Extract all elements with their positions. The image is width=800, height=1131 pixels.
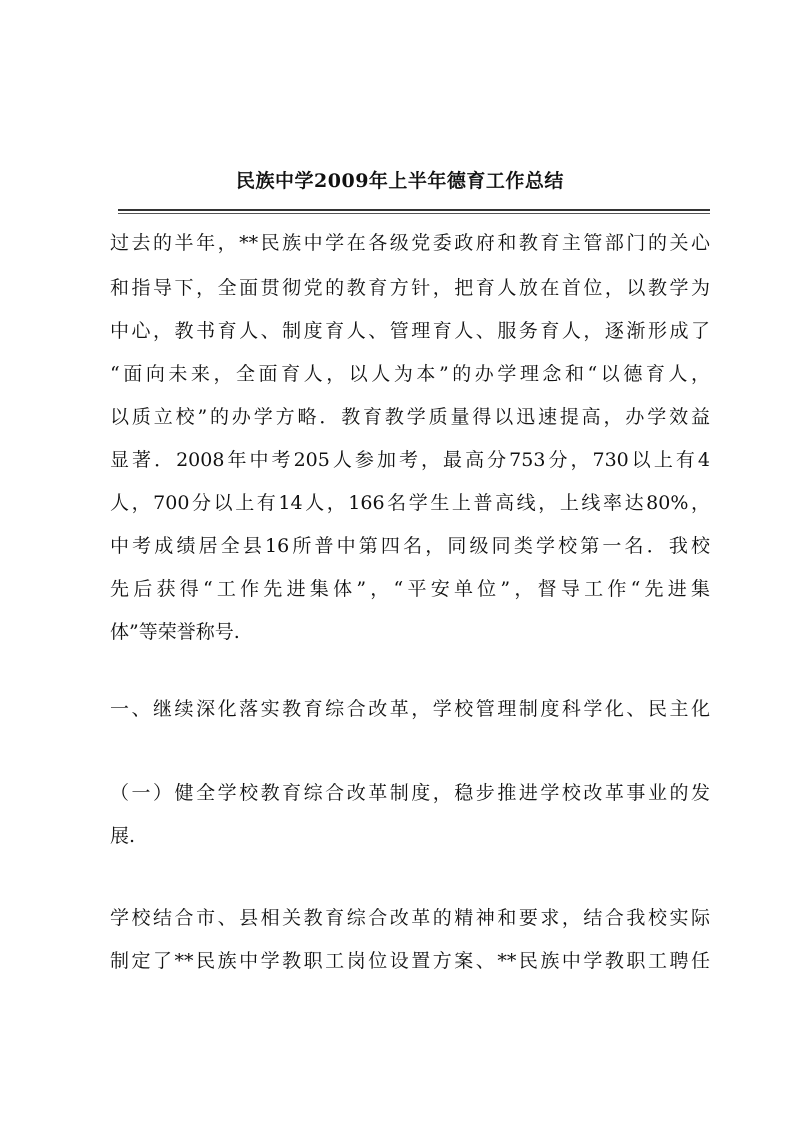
paragraph-line: 中心，教书育人、制度育人、管理育人、服务育人，逐渐形成了 (110, 320, 710, 342)
paragraph-line: 中考成绩居全县16所普中第四名，同级同类学校第一名．我校 (110, 535, 710, 557)
subsection-line: 展. (110, 825, 136, 847)
paragraph-line: 人，700分以上有14人，166名学生上普高线，上线率达80%， (110, 492, 710, 514)
paragraph-line: 和指导下，全面贯彻党的教育方针，把育人放在首位，以教学为 (110, 277, 710, 299)
page-title: 民族中学2009年上半年德育工作总结 (236, 170, 564, 192)
section-heading: 一、继续深化落实教育综合改革，学校管理制度科学化、民主化 (110, 698, 710, 720)
paragraph-line: 制定了**民族中学教职工岗位设置方案、**民族中学教职工聘任 (110, 950, 710, 972)
paragraph-line: 先后获得“工作先进集体”，“平安单位”，督导工作“先进集 (110, 578, 710, 600)
title-divider (118, 209, 710, 211)
title-divider-thin (118, 213, 710, 214)
paragraph-line: 显著．2008年中考205人参加考，最高分753分，730以上有4 (110, 449, 710, 471)
paragraph-line: 学校结合市、县相关教育综合改革的精神和要求，结合我校实际 (110, 907, 710, 929)
subsection-line: （一）健全学校教育综合改革制度，稳步推进学校改革事业的发 (110, 782, 710, 804)
paragraph-line: 以质立校”的办学方略．教育教学质量得以迅速提高，办学效益 (110, 406, 710, 428)
paragraph-line: 过去的半年，**民族中学在各级党委政府和教育主管部门的关心 (110, 232, 710, 254)
paragraph-line: 体”等荣誉称号. (110, 621, 240, 643)
paragraph-line: “面向未来，全面育人，以人为本”的办学理念和“以德育人， (110, 363, 710, 385)
